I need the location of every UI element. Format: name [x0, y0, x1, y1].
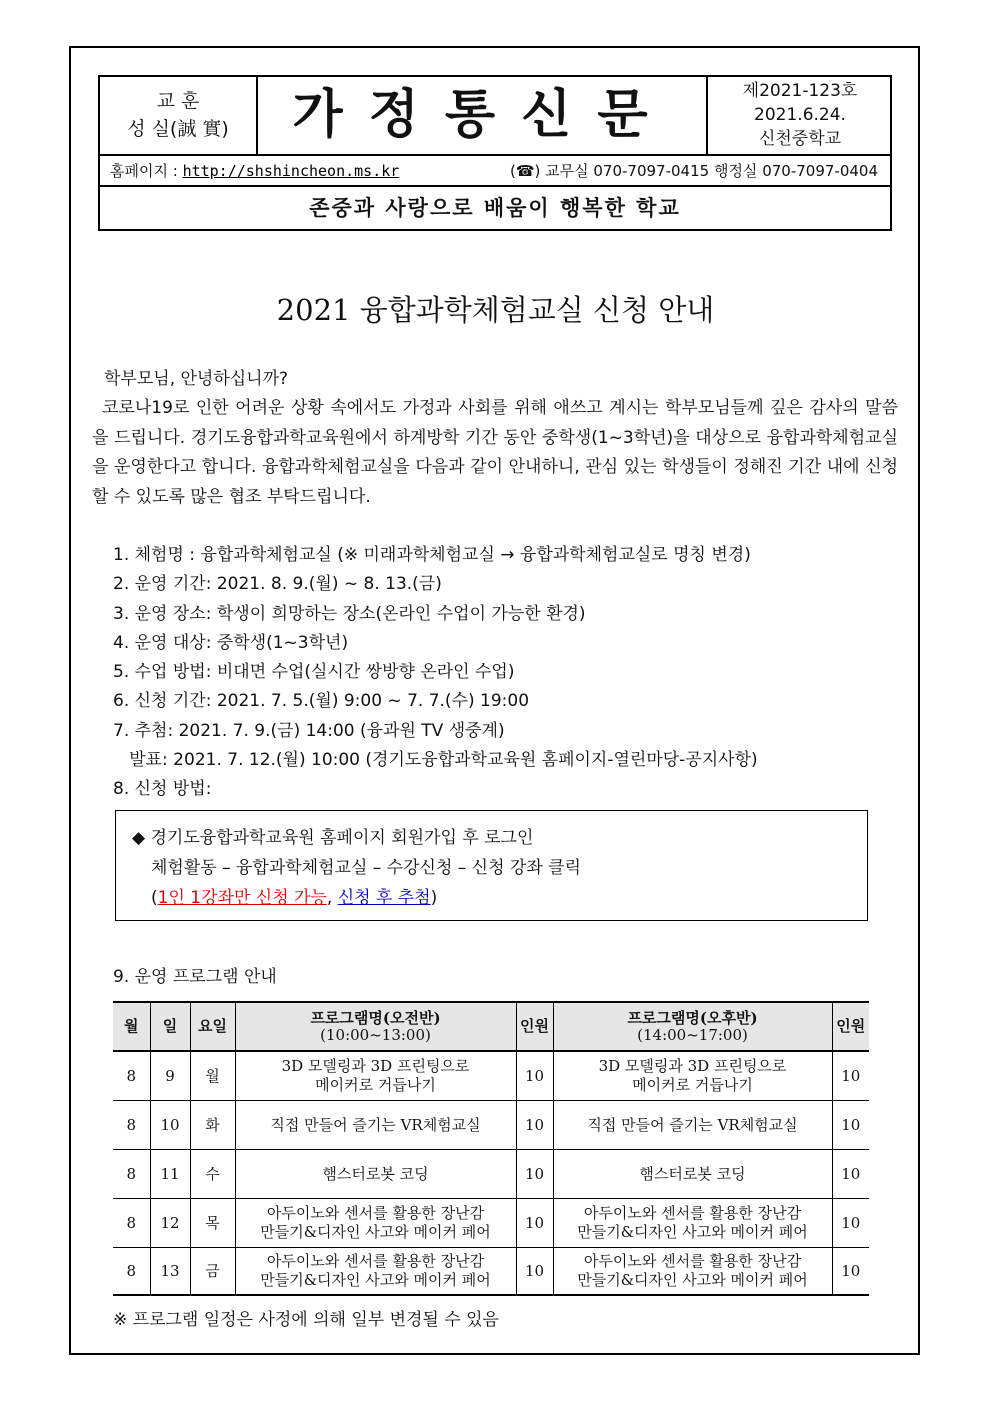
cell-weekday: 수	[190, 1150, 235, 1199]
method-line-2: 체험활동 – 융합과학체험교실 – 수강신청 – 신청 강좌 클릭	[151, 858, 582, 878]
program-line: 3D 모델링과 3D 프린팅으로	[598, 1057, 787, 1075]
cell-pm-program	[553, 1101, 832, 1150]
program-line: 메이커로 거듭나기	[315, 1076, 436, 1094]
table-header-row	[113, 1002, 869, 1051]
cell-month: 8	[113, 1101, 150, 1150]
program-line: 아두이노와 센서를 활용한 장난감	[583, 1204, 802, 1222]
list-item: 2. 운영 기간: 2021. 8. 9.(월) ~ 8. 13.(금)	[113, 574, 442, 595]
cell-pm-program	[553, 1051, 832, 1101]
program-line: 직접 만들어 즐기는 VR체험교실	[270, 1115, 481, 1134]
cell-pm-count: 10	[832, 1248, 869, 1296]
homepage	[110, 156, 399, 186]
program-line: 아두이노와 센서를 활용한 장난감	[266, 1252, 485, 1270]
cell-day: 12	[150, 1199, 190, 1248]
pm-program-label: 프로그램명(오후반)	[627, 1008, 758, 1027]
lottery-notice: 신청 후 추첨	[337, 888, 431, 908]
table-row	[113, 1051, 869, 1101]
cell-am-count: 10	[516, 1051, 553, 1101]
cell-am-program	[235, 1150, 516, 1199]
greeting: 학부모님, 안녕하십니까?	[104, 369, 289, 389]
cell-day: 11	[150, 1150, 190, 1199]
am-program-label: 프로그램명(오전반)	[310, 1008, 441, 1027]
contact-bar	[100, 154, 890, 187]
list-item: 발표: 2021. 7. 12.(월) 10:00 (경기도융합과학교육원 홈페이지-열린마당-공지사항)	[113, 750, 758, 771]
col-day: 일	[150, 1002, 190, 1051]
motto-label: 교 훈	[156, 90, 200, 112]
list-item: 8. 신청 방법:	[113, 779, 212, 800]
col-pm-program	[553, 1002, 832, 1051]
cell-pm-program	[553, 1150, 832, 1199]
cell-pm-count: 10	[832, 1199, 869, 1248]
phone-numbers: (☎) 교무실 070-7097-0415 행정실 070-7097-0404	[509, 162, 878, 180]
program-line: 만들기&디자인 사고와 메이커 페어	[577, 1223, 808, 1241]
list-item: 4. 운영 대상: 중학생(1~3학년)	[113, 632, 349, 653]
cell-weekday: 화	[190, 1101, 235, 1150]
document-title: 2021 융합과학체험교실 신청 안내	[276, 293, 715, 327]
program-line: 햄스터로봇 코딩	[639, 1164, 746, 1183]
list-item: 6. 신청 기간: 2021. 7. 5.(월) 9:00 ~ 7. 7.(수) 19:00	[113, 691, 530, 712]
cell-month: 8	[113, 1199, 150, 1248]
cell-day: 13	[150, 1248, 190, 1296]
school-name: 신천중학교	[758, 129, 842, 149]
motto-value: 성 실(誠 實)	[127, 118, 229, 140]
issue-info	[706, 77, 892, 154]
info-list	[113, 541, 758, 805]
newsletter-title: 가정통신문	[292, 85, 674, 145]
issue-number: 제2021-123호	[742, 81, 858, 101]
issue-date: 2021.6.24.	[754, 105, 846, 125]
list-item: 1. 체험명 : 융합과학체험교실 (※ 미래과학체험교실 → 융합과학체험교실로 명칭 변경)	[113, 545, 751, 565]
list-item: 7. 추첨: 2021. 7. 9.(금) 14:00 (융과원 TV 생중계)	[113, 720, 505, 741]
school-slogan: 존중과 사랑으로 배움이 행복한 학교	[309, 196, 681, 220]
cell-month: 8	[113, 1248, 150, 1296]
table-row	[113, 1199, 869, 1248]
cell-pm-count: 10	[832, 1150, 869, 1199]
program-line: 직접 만들어 즐기는 VR체험교실	[587, 1115, 798, 1134]
col-am-program	[235, 1002, 516, 1051]
table-row	[113, 1101, 869, 1150]
homepage-label: 홈페이지 :	[110, 162, 183, 180]
comma: ,	[326, 888, 338, 908]
col-month: 월	[113, 1002, 150, 1051]
cell-month: 8	[113, 1150, 150, 1199]
paren-close: )	[430, 888, 438, 908]
paren-open: (	[151, 888, 158, 908]
program-line: 햄스터로봇 코딩	[322, 1164, 429, 1183]
list-item: 5. 수업 방법: 비대면 수업(실시간 쌍방향 온라인 수업)	[113, 662, 515, 683]
schedule-note: ※ 프로그램 일정은 사정에 의해 일부 변경될 수 있음	[113, 1310, 499, 1330]
cell-pm-count: 10	[832, 1101, 869, 1150]
cell-pm-count: 10	[832, 1051, 869, 1101]
one-course-notice: 1인 1강좌만 신청 가능	[157, 888, 327, 908]
program-table	[113, 1001, 869, 1296]
cell-am-program	[235, 1051, 516, 1101]
homepage-link[interactable]: http://shshincheon.ms.kr	[182, 162, 400, 180]
cell-pm-program	[553, 1199, 832, 1248]
program-line: 만들기&디자인 사고와 메이커 페어	[260, 1223, 491, 1241]
cell-weekday: 금	[190, 1248, 235, 1296]
cell-day: 10	[150, 1101, 190, 1150]
cell-am-program	[235, 1101, 516, 1150]
method-line-3	[132, 883, 867, 913]
pm-time-label: (14:00~17:00)	[637, 1025, 748, 1044]
program-line: 아두이노와 센서를 활용한 장난감	[266, 1204, 485, 1222]
section-9-heading: 9. 운영 프로그램 안내	[113, 967, 277, 987]
program-line: 만들기&디자인 사고와 메이커 페어	[577, 1271, 808, 1289]
intro-paragraph: 코로나19로 인한 어려운 상황 속에서도 가정과 사회를 위해 애쓰고 계시는 학부모님들께 깊은 감사의 말씀을 드립니다. 경기도융합과학교육원에서 하계방학 기간 동안 중학생(1~3학년)을 대상으로 융합과학체험교실을 운영한다고 합니다. 융합과학체험교실을 다음과 같이 안내하니, 관심 있는 학생들이 정해진 기간 내에 신청할 수 있도록 많은 협조 부탁드립니다.	[92, 398, 898, 507]
school-motto	[100, 77, 258, 154]
cell-am-count: 10	[516, 1199, 553, 1248]
table-row	[113, 1150, 869, 1199]
cell-weekday: 월	[190, 1051, 235, 1101]
cell-weekday: 목	[190, 1199, 235, 1248]
cell-am-program	[235, 1199, 516, 1248]
col-weekday: 요일	[190, 1002, 235, 1051]
program-line: 만들기&디자인 사고와 메이커 페어	[260, 1271, 491, 1289]
program-line: 3D 모델링과 3D 프린팅으로	[281, 1057, 470, 1075]
newsletter-header	[98, 75, 892, 231]
cell-month: 8	[113, 1051, 150, 1101]
cell-am-count: 10	[516, 1150, 553, 1199]
col-am-count: 인원	[516, 1002, 553, 1051]
cell-pm-program	[553, 1248, 832, 1296]
am-time-label: (10:00~13:00)	[320, 1025, 431, 1044]
program-line: 아두이노와 센서를 활용한 장난감	[583, 1252, 802, 1270]
col-pm-count: 인원	[832, 1002, 869, 1051]
cell-day: 9	[150, 1051, 190, 1101]
cell-am-program	[235, 1248, 516, 1296]
table-row	[113, 1248, 869, 1296]
cell-am-count: 10	[516, 1101, 553, 1150]
list-item: 3. 운영 장소: 학생이 희망하는 장소(온라인 수업이 가능한 환경)	[113, 603, 586, 624]
program-line: 메이커로 거듭나기	[632, 1076, 753, 1094]
method-line-1: ◆ 경기도융합과학교육원 홈페이지 회원가입 후 로그인	[132, 828, 534, 848]
cell-am-count: 10	[516, 1248, 553, 1296]
application-method-box	[115, 810, 868, 921]
